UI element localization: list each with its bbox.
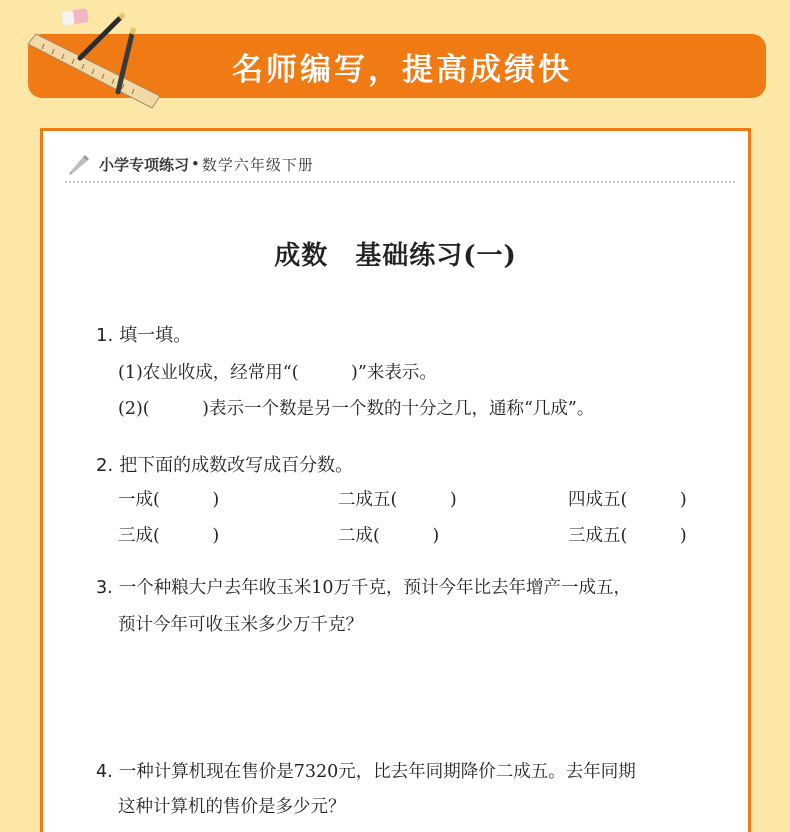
conversion-blank: 一成( ) xyxy=(118,490,220,510)
question-3-text-1: 一个种粮大户去年收玉米10万千克，预计今年比去年增产一成五， xyxy=(118,578,631,598)
stationery-decoration xyxy=(20,0,160,115)
worksheet-title: 成数 基础练习(一) xyxy=(274,241,517,271)
conversion-blank: 二成( ) xyxy=(338,526,440,546)
worksheet-paper xyxy=(40,128,751,832)
series-name: 小学专项练习 xyxy=(99,155,190,174)
conversion-blank: 二成五( ) xyxy=(338,490,457,510)
question-2-title xyxy=(96,451,353,477)
question-number: 1. xyxy=(96,325,114,346)
question-prompt: 填一填。 xyxy=(119,325,192,346)
question-4-line-2: 这种计算机的售价是多少元？ xyxy=(118,797,346,817)
pencil-header-icon xyxy=(65,151,91,177)
question-1-item-1: (1)农业收成，经常用“( )”来表示。 xyxy=(118,363,437,383)
eraser-icon xyxy=(61,8,89,25)
question-prompt: 把下面的成数改写成百分数。 xyxy=(119,455,354,476)
question-1-item-2: (2)( )表示一个数是另一个数的十分之几，通称“几成”。 xyxy=(118,399,595,419)
question-3-line-1 xyxy=(96,574,631,599)
question-number: 3. xyxy=(96,578,113,598)
question-1-title xyxy=(96,321,191,347)
series-header xyxy=(65,147,735,183)
question-number: 4. xyxy=(96,762,113,782)
question-4-text-1: 一种计算机现在售价是7320元，比去年同期降价二成五。去年同期 xyxy=(118,762,636,782)
question-4-line-1 xyxy=(96,758,636,783)
question-3-line-2: 预计今年可收玉米多少万千克？ xyxy=(118,615,363,635)
conversion-blank: 四成五( ) xyxy=(568,490,687,510)
conversion-blank: 三成五( ) xyxy=(568,526,687,546)
conversion-blank: 三成( ) xyxy=(118,526,220,546)
question-number: 2. xyxy=(96,455,114,476)
series-subject: 数学六年级下册 xyxy=(201,155,314,174)
series-separator: • xyxy=(191,155,200,173)
banner-title: 名师编写，提高成绩快 xyxy=(232,51,572,88)
